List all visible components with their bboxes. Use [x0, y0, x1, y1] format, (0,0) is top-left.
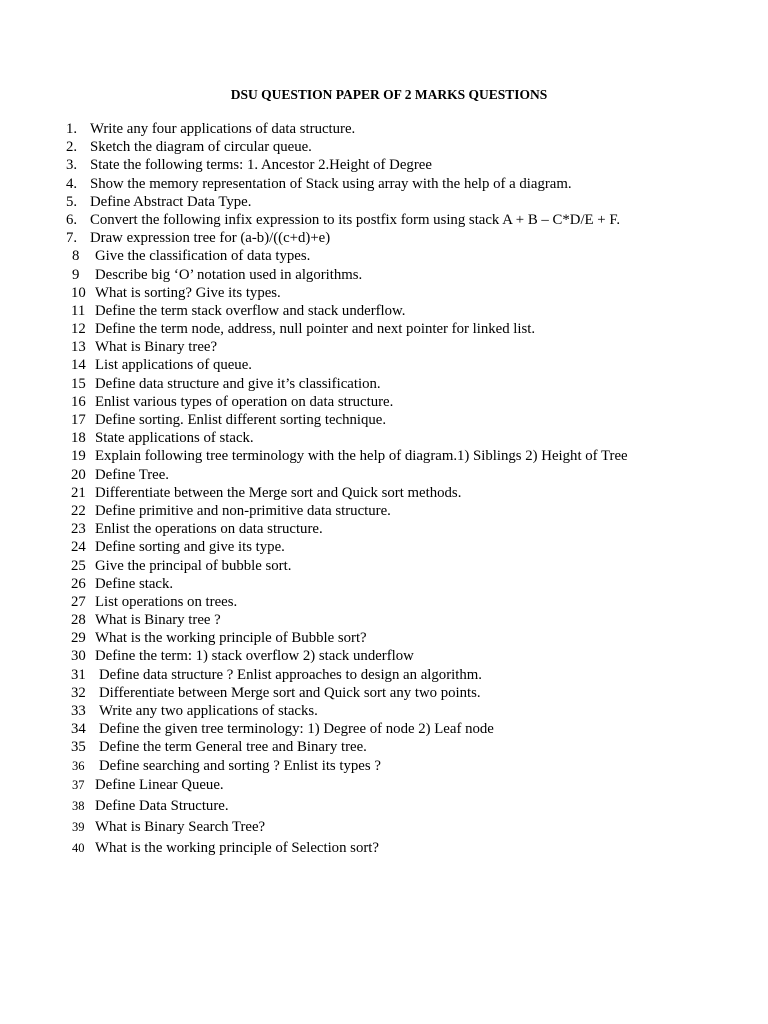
question-text: Write any four applications of data structure. [90, 121, 356, 137]
question-item [0, 484, 768, 502]
question-number: 33 [71, 703, 86, 719]
question-number: 32 [71, 684, 86, 701]
question-number: 14 [71, 357, 86, 374]
question-item [0, 447, 768, 465]
question-text: Describe big ‘O’ notation used in algorithms. [95, 266, 363, 283]
question-number: 11 [71, 302, 86, 319]
question-number: 3. [66, 157, 78, 174]
question-text: Write any two applications of stacks. [99, 703, 318, 719]
question-number: 35 [71, 739, 86, 756]
question-number: 40 [72, 840, 85, 855]
question-number: 27 [71, 593, 86, 610]
question-text: What is the working principle of Selection sort? [95, 839, 379, 856]
question-text: Define primitive and non-primitive data structure. [95, 502, 391, 519]
question-number: 34 [71, 721, 86, 738]
question-text: Show the memory representation of Stack using array with the help of a diagram. [90, 175, 572, 192]
question-text: State applications of stack. [95, 430, 254, 447]
question-number: 23 [71, 521, 86, 538]
question-number: 16 [71, 393, 86, 410]
question-number: 5. [66, 193, 78, 210]
question-item [0, 284, 768, 302]
question-item [0, 647, 768, 665]
question-text: Define Linear Queue. [95, 776, 224, 793]
question-number: 13 [71, 339, 86, 356]
question-text: Define sorting and give its type. [95, 539, 285, 556]
question-text: Convert the following infix expression to its postfix form using stack A + B – C*D/E + F. [90, 211, 621, 228]
question-item [0, 775, 768, 796]
question-item [0, 156, 768, 174]
question-text: Give the classification of data types. [95, 248, 311, 265]
question-number: 18 [71, 430, 86, 447]
question-number: 28 [71, 612, 86, 629]
question-text: Define the term stack overflow and stack underflow. [95, 302, 406, 319]
question-text: What is the working principle of Bubble sort? [95, 630, 367, 647]
question-list [0, 120, 768, 859]
question-text: Define data structure and give it’s classification. [95, 375, 381, 392]
question-number: 15 [71, 375, 86, 392]
question-text: State the following terms: 1. Ancestor 2.Height of Degree [90, 157, 432, 174]
question-number: 1. [66, 121, 78, 137]
question-item [0, 247, 768, 265]
question-number: 25 [71, 557, 86, 574]
question-number: 31 [71, 666, 86, 683]
question-text: What is sorting? Give its types. [95, 284, 281, 301]
question-text: Explain following tree terminology with the help of diagram.1) Siblings 2) Height of Tree [95, 448, 628, 465]
question-number: 37 [72, 777, 85, 792]
question-item [0, 356, 768, 374]
question-text: Give the principal of bubble sort. [95, 557, 292, 574]
question-number: 17 [71, 412, 86, 428]
question-item [0, 720, 768, 738]
question-item [0, 466, 768, 484]
question-number: 20 [71, 466, 86, 483]
question-item [0, 684, 768, 702]
question-text: Draw expression tree for (a-b)/((c+d)+e) [90, 230, 331, 247]
question-text: Define Data Structure. [95, 797, 229, 814]
question-item [0, 138, 768, 156]
question-text: Differentiate between Merge sort and Quick sort any two points. [99, 684, 481, 701]
question-item [0, 502, 768, 520]
question-number: 8 [72, 248, 80, 265]
question-item [0, 429, 768, 447]
question-text: What is Binary Search Tree? [95, 818, 266, 835]
question-number: 22 [71, 502, 86, 519]
question-text: Sketch the diagram of circular queue. [90, 139, 312, 156]
question-item [0, 393, 768, 411]
question-item [0, 611, 768, 629]
question-text: Define searching and sorting ? Enlist its types ? [99, 757, 381, 774]
question-text: Enlist the operations on data structure. [95, 521, 323, 538]
question-item [0, 702, 768, 720]
question-text: Define Abstract Data Type. [90, 193, 252, 210]
question-item [0, 229, 768, 247]
question-item [0, 738, 768, 756]
question-item [0, 211, 768, 229]
question-item [0, 175, 768, 193]
question-item [0, 320, 768, 338]
question-text: Differentiate between the Merge sort and Quick sort methods. [95, 484, 462, 501]
question-number: 30 [71, 648, 86, 665]
question-item [0, 817, 768, 838]
question-number: 19 [71, 448, 86, 465]
question-item [0, 796, 768, 817]
question-text: Define Tree. [95, 466, 169, 483]
question-item [0, 338, 768, 356]
question-number: 9 [72, 266, 80, 283]
question-number: 24 [71, 539, 86, 556]
question-number: 38 [72, 798, 85, 813]
question-number: 12 [71, 321, 86, 338]
question-item [0, 557, 768, 575]
question-item [0, 411, 768, 429]
question-number: 10 [71, 284, 86, 301]
question-number: 36 [72, 758, 85, 773]
question-text: List operations on trees. [95, 593, 238, 610]
question-item [0, 193, 768, 211]
question-number: 4. [66, 175, 78, 192]
question-text: List applications of queue. [95, 357, 252, 374]
question-number: 21 [71, 484, 86, 501]
question-item [0, 593, 768, 611]
question-item [0, 375, 768, 393]
question-text: Enlist various types of operation on data structure. [95, 393, 394, 410]
question-number: 26 [71, 575, 86, 592]
question-text: Define data structure ? Enlist approaches to design an algorithm. [99, 666, 482, 683]
question-item [0, 120, 768, 138]
question-text: Define the term node, address, null pointer and next pointer for linked list. [95, 321, 536, 338]
question-item [0, 838, 768, 859]
question-item [0, 302, 768, 320]
question-item [0, 538, 768, 556]
question-text: What is Binary tree ? [95, 612, 221, 629]
question-number: 39 [72, 819, 85, 834]
question-number: 6. [66, 211, 78, 228]
question-item [0, 757, 768, 775]
question-number: 29 [71, 630, 86, 647]
question-number: 7. [66, 230, 78, 247]
question-item [0, 520, 768, 538]
question-text: Define stack. [95, 575, 174, 592]
question-item [0, 629, 768, 647]
question-text: Define the term General tree and Binary tree. [99, 739, 367, 756]
question-item [0, 666, 768, 684]
question-text: Define the given tree terminology: 1) Degree of node 2) Leaf node [99, 721, 494, 738]
question-text: Define sorting. Enlist different sorting technique. [95, 412, 387, 428]
question-item [0, 575, 768, 593]
question-text: What is Binary tree? [95, 339, 218, 356]
question-text: Define the term: 1) stack overflow 2) stack underflow [95, 648, 414, 665]
question-item [0, 266, 768, 284]
question-number: 2. [66, 139, 78, 156]
page-title: DSU QUESTION PAPER OF 2 MARKS QUESTIONS [230, 87, 548, 102]
